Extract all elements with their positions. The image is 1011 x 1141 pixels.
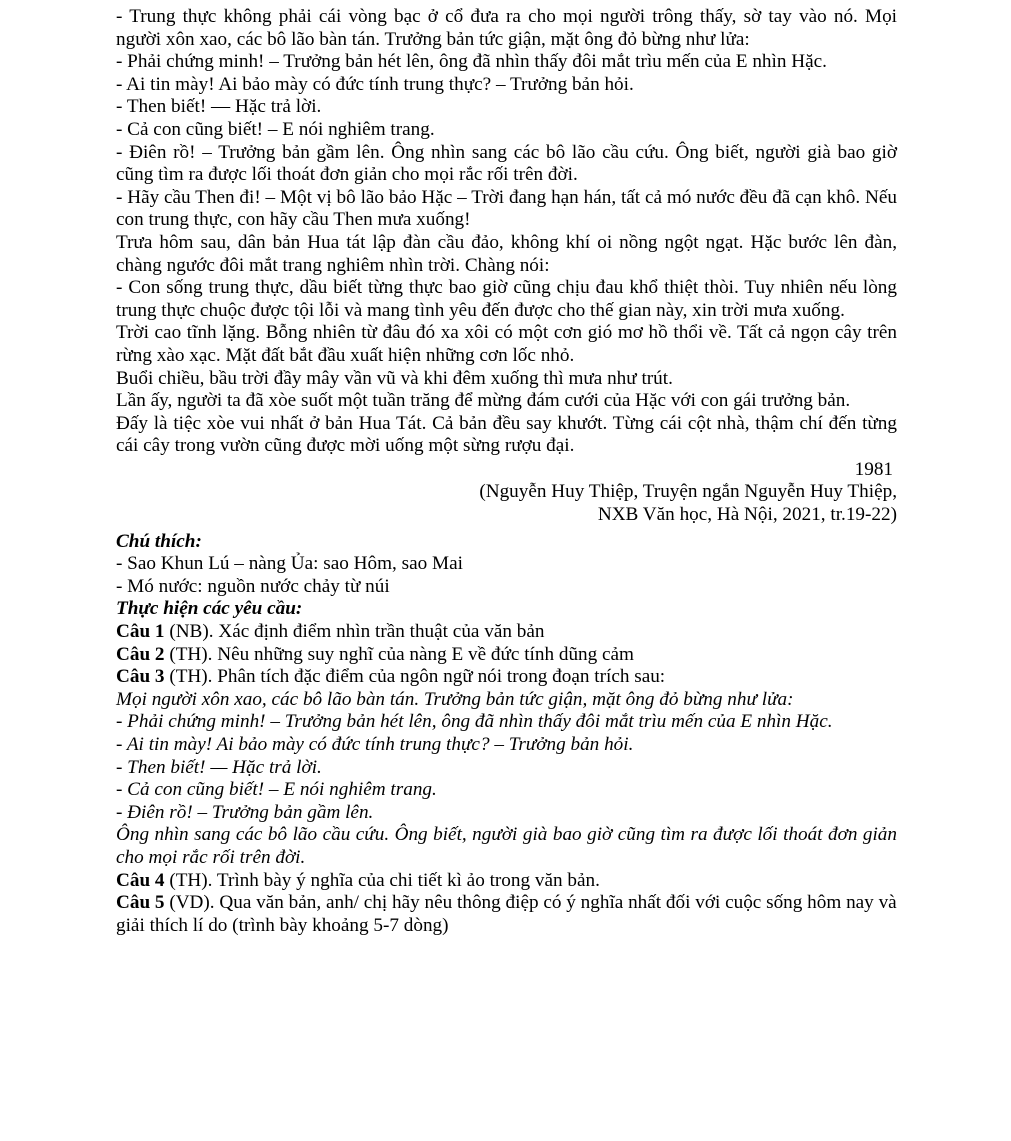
story-paragraph: Trưa hôm sau, dân bản Hua tát lập đàn cầu đảo, không khí oi nồng ngột ngạt. Hặc bước lên đàn, chàng ngước đôi mắt trang nghiêm nhìn trời. Chàng nói: xyxy=(116,231,897,276)
tasks-section xyxy=(116,598,897,937)
excerpt-line: - Cả con cũng biết! – E nói nghiêm trang. xyxy=(116,779,437,801)
excerpt-line: Ông nhìn sang các bô lão cầu cứu. Ông biết, người già bao giờ cũng tìm ra được lối thoát đơn giản cho mọi rắc rối trên đời. xyxy=(116,824,897,868)
story-paragraph: Đấy là tiệc xòe vui nhất ở bản Hua Tát. Cả bản đều say khướt. Từng cái cột nhà, thậm chí đến từng cái cây trong vườn cũng được mời uống một sừng rượu đại. xyxy=(116,412,897,457)
question-1-text: (NB). Xác định điểm nhìn trần thuật của văn bản xyxy=(164,621,545,643)
question-2-label: Câu 2 xyxy=(116,643,165,665)
story-paragraph: - Cả con cũng biết! – E nói nghiêm trang. xyxy=(116,118,435,140)
note-item: - Mó nước: nguồn nước chảy từ núi xyxy=(116,575,390,597)
story-paragraph: - Trung thực không phải cái vòng bạc ở cổ đưa ra cho mọi người trông thấy, sờ tay vào nó. Mọi người xôn xao, các bô lão bàn tán. Trưởng bản tức giận, mặt ông đỏ bừng như lửa: xyxy=(116,6,897,50)
story-paragraph: - Hãy cầu Then đi! – Một vị bô lão bảo Hặc – Trời đang hạn hán, tất cả mó nước đều đã cạn khô. Nếu con trung thực, con hãy cầu Then mưa xuống! xyxy=(116,186,897,231)
tasks-heading: Thực hiện các yêu cầu: xyxy=(116,598,303,620)
notes-heading: Chú thích: xyxy=(116,530,202,552)
question-3-label: Câu 3 xyxy=(116,666,165,688)
note-item: - Sao Khun Lú – nàng Ủa: sao Hôm, sao Mai xyxy=(116,553,463,575)
question-4 xyxy=(116,870,897,893)
story-paragraph: Lần ấy, người ta đã xòe suốt một tuần trăng để mừng đám cưới của Hặc với con gái trưởng bản. xyxy=(116,390,851,412)
excerpt-line: Mọi người xôn xao, các bô lão bàn tán. Trưởng bản tức giận, mặt ông đỏ bừng như lửa: xyxy=(116,688,794,710)
story-paragraph: - Điên rồ! – Trưởng bản gầm lên. Ông nhìn sang các bô lão cầu cứu. Ông biết, người già bao giờ cũng tìm ra được lối thoát đơn giản cho mọi rắc rối trên đời. xyxy=(116,141,897,186)
story-year: 1981 xyxy=(854,458,893,480)
question-4-text: (TH). Trình bày ý nghĩa của chi tiết kì ảo trong văn bản. xyxy=(164,869,600,891)
excerpt-line: - Ai tin mày! Ai bảo mày có đức tính trung thực? – Trưởng bản hỏi. xyxy=(116,734,634,755)
excerpt-line: - Then biết! — Hặc trả lời. xyxy=(116,756,322,778)
question-1 xyxy=(116,621,897,644)
story-paragraph: - Then biết! — Hặc trả lời. xyxy=(116,96,322,118)
story-paragraph: - Phải chứng minh! – Trưởng bản hét lên, ông đã nhìn thấy đôi mắt trìu mến của E nhìn Hặc. xyxy=(116,51,827,73)
question-3-text: (TH). Phân tích đặc điểm của ngôn ngữ nói trong đoạn trích sau: xyxy=(164,666,666,688)
notes-section xyxy=(116,531,897,599)
question-5 xyxy=(116,892,897,937)
question-5-label: Câu 5 xyxy=(116,892,165,914)
question-4-label: Câu 4 xyxy=(116,869,165,891)
question-2-text: (TH). Nêu những suy nghĩ của nàng E về đức tính dũng cảm xyxy=(164,643,634,665)
story-paragraph: Trời cao tĩnh lặng. Bỗng nhiên từ đâu đó xa xôi có một cơn gió mơ hồ thổi về. Tất cả ngọn cây trên rừng xào xạc. Mặt đất bắt đầu xuất hiện những cơn lốc nhỏ. xyxy=(116,322,897,366)
question-5-text: (VD). Qua văn bản, anh/ chị hãy nêu thông điệp có ý nghĩa nhất đối với cuộc sống hôm nay và giải thích lí do (trình bày khoảng 5-7 dòng) xyxy=(116,892,897,936)
question-2 xyxy=(116,644,897,667)
excerpt-block xyxy=(116,689,897,870)
excerpt-line: - Phải chứng minh! – Trưởng bản hét lên, ông đã nhìn thấy đôi mắt trìu mến của E nhìn Hặc. xyxy=(116,711,833,733)
source-citation-line-2: NXB Văn học, Hà Nội, 2021, tr.19-22) xyxy=(597,504,897,526)
excerpt-line: - Điên rồ! – Trưởng bản gầm lên. xyxy=(116,801,374,823)
story-paragraph: - Ai tin mày! Ai bảo mày có đức tính trung thực? – Trưởng bản hỏi. xyxy=(116,73,634,95)
story-paragraph: - Con sống trung thực, dầu biết từng thực bao giờ cũng chịu đau khổ thiệt thòi. Tuy nhiên nếu lòng trung thực chuộc được tội lỗi và mang tình yêu đến được cho thế gian này, xin trời mưa xuống. xyxy=(116,277,897,321)
question-1-label: Câu 1 xyxy=(116,621,165,643)
story-paragraph: Buổi chiều, bầu trời đầy mây vần vũ và khi đêm xuống thì mưa như trút. xyxy=(116,367,673,389)
question-3 xyxy=(116,666,897,689)
story-text xyxy=(116,6,897,527)
source-citation-line-1: (Nguyễn Huy Thiệp, Truyện ngắn Nguyễn Huy Thiệp, xyxy=(479,481,897,503)
